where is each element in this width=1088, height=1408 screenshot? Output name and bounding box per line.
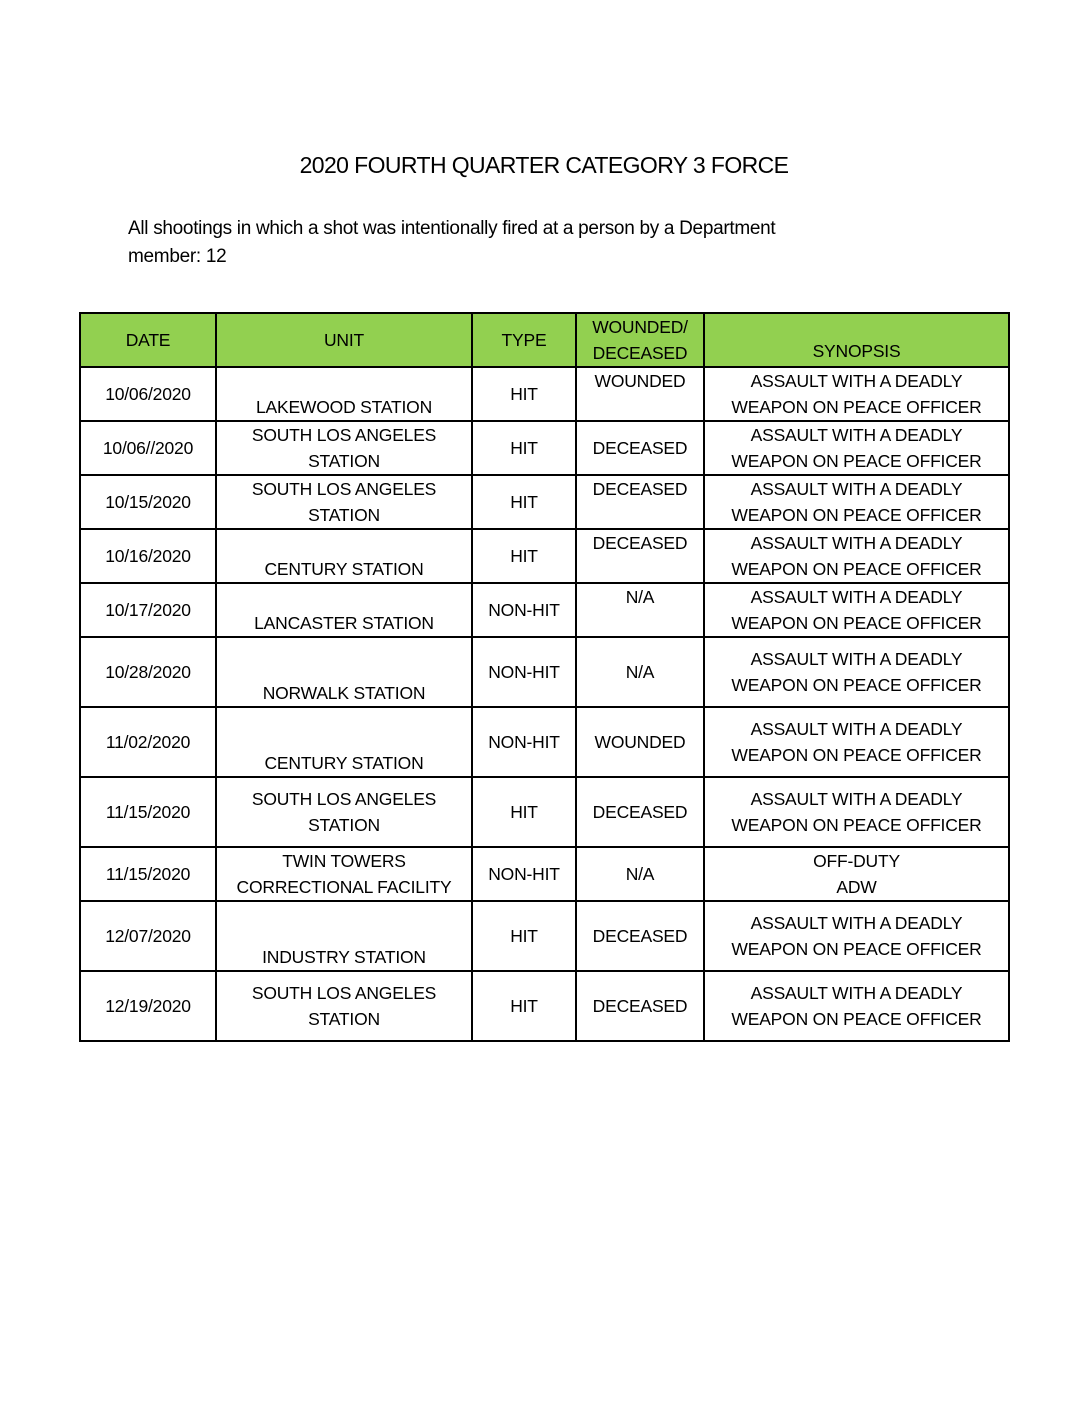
cell-synopsis: ASSAULT WITH A DEADLY WEAPON ON PEACE OFFICER: [704, 901, 1009, 971]
cell-synopsis: ASSAULT WITH A DEADLY WEAPON ON PEACE OFFICER: [704, 707, 1009, 777]
table-header-row: [80, 313, 1009, 367]
page-title: 2020 FOURTH QUARTER CATEGORY 3 FORCE: [299, 152, 789, 178]
table-row: [80, 847, 1009, 901]
cell-date: 11/02/2020: [80, 707, 216, 777]
header-date: DATE: [80, 313, 216, 367]
cell-synopsis: ASSAULT WITH A DEADLY WEAPON ON PEACE OFFICER: [704, 367, 1009, 421]
table-row: [80, 583, 1009, 637]
cell-status: WOUNDED: [576, 707, 704, 777]
header-wounded-deceased: WOUNDED/ DECEASED: [576, 313, 704, 367]
cell-unit: SOUTH LOS ANGELES STATION: [216, 475, 472, 529]
cell-unit: CENTURY STATION: [216, 529, 472, 583]
cell-date: 10/16/2020: [80, 529, 216, 583]
cell-date: 11/15/2020: [80, 777, 216, 847]
cell-date: 10/06//2020: [80, 421, 216, 475]
cell-type: HIT: [472, 971, 576, 1041]
header-type: TYPE: [472, 313, 576, 367]
cell-type: HIT: [472, 367, 576, 421]
table-row: [80, 901, 1009, 971]
force-table: [79, 312, 1010, 1042]
cell-status: WOUNDED: [576, 367, 704, 421]
cell-type: HIT: [472, 901, 576, 971]
intro-line-2: member: 12: [128, 246, 227, 267]
cell-unit: SOUTH LOS ANGELES STATION: [216, 421, 472, 475]
cell-status: DECEASED: [576, 529, 704, 583]
cell-date: 10/15/2020: [80, 475, 216, 529]
cell-status: DECEASED: [576, 901, 704, 971]
table-row: [80, 637, 1009, 707]
table-row: [80, 475, 1009, 529]
table-row: [80, 529, 1009, 583]
cell-date: 11/15/2020: [80, 847, 216, 901]
cell-unit: LAKEWOOD STATION: [216, 367, 472, 421]
cell-synopsis: ASSAULT WITH A DEADLY WEAPON ON PEACE OFFICER: [704, 421, 1009, 475]
cell-unit: SOUTH LOS ANGELES STATION: [216, 777, 472, 847]
cell-synopsis: ASSAULT WITH A DEADLY WEAPON ON PEACE OFFICER: [704, 971, 1009, 1041]
cell-synopsis: ASSAULT WITH A DEADLY WEAPON ON PEACE OFFICER: [704, 529, 1009, 583]
cell-type: HIT: [472, 475, 576, 529]
cell-date: 10/17/2020: [80, 583, 216, 637]
cell-date: 12/19/2020: [80, 971, 216, 1041]
cell-type: NON-HIT: [472, 707, 576, 777]
cell-unit: INDUSTRY STATION: [216, 901, 472, 971]
table-row: [80, 971, 1009, 1041]
cell-unit: SOUTH LOS ANGELES STATION: [216, 971, 472, 1041]
cell-unit: NORWALK STATION: [216, 637, 472, 707]
header-unit: UNIT: [216, 313, 472, 367]
cell-type: NON-HIT: [472, 637, 576, 707]
cell-unit: TWIN TOWERS CORRECTIONAL FACILITY: [216, 847, 472, 901]
cell-type: NON-HIT: [472, 583, 576, 637]
intro-text: [128, 215, 928, 271]
cell-status: DECEASED: [576, 475, 704, 529]
cell-unit: CENTURY STATION: [216, 707, 472, 777]
table-row: [80, 421, 1009, 475]
cell-status: N/A: [576, 847, 704, 901]
cell-synopsis: ASSAULT WITH A DEADLY WEAPON ON PEACE OFFICER: [704, 583, 1009, 637]
cell-type: HIT: [472, 529, 576, 583]
cell-synopsis: ASSAULT WITH A DEADLY WEAPON ON PEACE OFFICER: [704, 777, 1009, 847]
cell-status: N/A: [576, 583, 704, 637]
cell-date: 10/06/2020: [80, 367, 216, 421]
cell-status: DECEASED: [576, 777, 704, 847]
cell-type: NON-HIT: [472, 847, 576, 901]
cell-synopsis: ASSAULT WITH A DEADLY WEAPON ON PEACE OFFICER: [704, 475, 1009, 529]
cell-date: 12/07/2020: [80, 901, 216, 971]
cell-type: HIT: [472, 777, 576, 847]
cell-date: 10/28/2020: [80, 637, 216, 707]
header-synopsis: SYNOPSIS: [704, 313, 1009, 367]
cell-type: HIT: [472, 421, 576, 475]
cell-status: DECEASED: [576, 971, 704, 1041]
cell-unit: LANCASTER STATION: [216, 583, 472, 637]
intro-line-1: All shootings in which a shot was intentionally fired at a person by a Department: [128, 218, 776, 239]
cell-status: N/A: [576, 637, 704, 707]
cell-synopsis: ASSAULT WITH A DEADLY WEAPON ON PEACE OFFICER: [704, 637, 1009, 707]
table-row: [80, 707, 1009, 777]
table-row: [80, 777, 1009, 847]
table-row: [80, 367, 1009, 421]
cell-status: DECEASED: [576, 421, 704, 475]
cell-synopsis: OFF-DUTY ADW: [704, 847, 1009, 901]
